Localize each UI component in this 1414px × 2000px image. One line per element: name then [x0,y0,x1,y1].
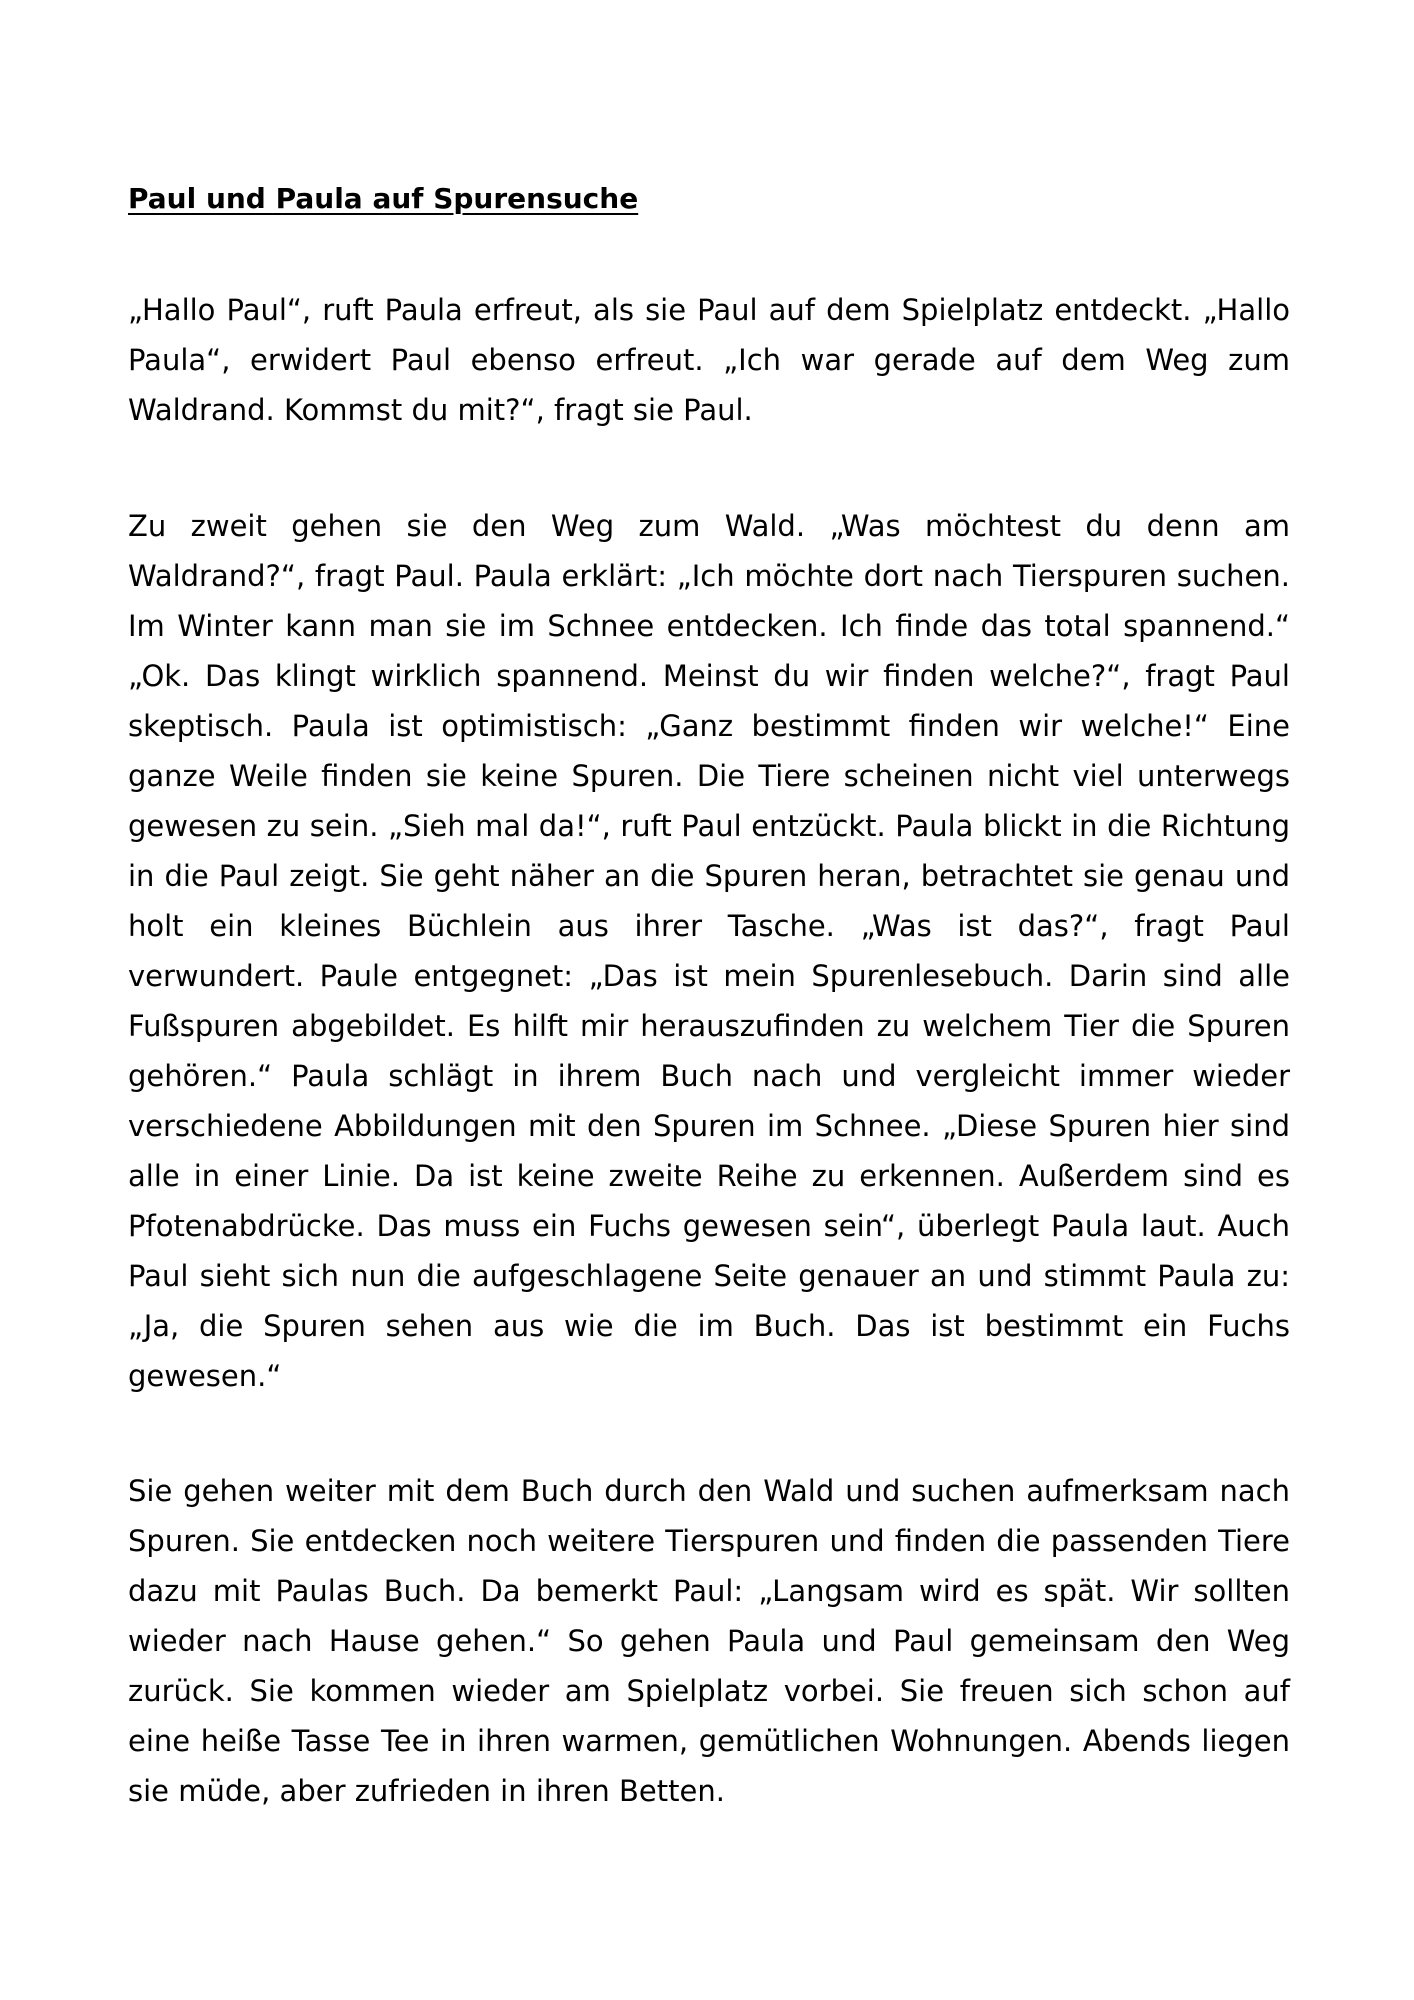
document-page [128,175,1290,1816]
paragraph-track-search: Zu zweit gehen sie den Weg zum Wald. „Was möchtest du denn am Waldrand?“, fragt Paul. Paula erklärt: „Ich möchte dort nach Tierspuren suchen. Im Winter kann man sie im Schnee entdecken. Ich finde das total spannend.“ „Ok. Das klingt wirklich spannend. Meinst du wir finden welche?“, fragt Paul skeptisch. Paula ist optimistisch: „Ganz bestimmt finden wir welche!“ Eine ganze Weile finden sie keine Spuren. Die Tiere scheinen nicht viel unterwegs gewesen zu sein. „Sieh mal da!“, ruft Paul entzückt. Paula blickt in die Richtung in die Paul zeigt. Sie geht näher an die Spuren heran, betrachtet sie genau und holt ein kleines Büchlein aus ihrer Tasche. „Was ist das?“, fragt Paul verwundert. Paule entgegnet: „Das ist mein Spurenlesebuch. Darin sind alle Fußspuren abgebildet. Es hilft mir herauszufinden zu welchem Tier die Spuren gehören.“ Paula schlägt in ihrem Buch nach und vergleicht immer wieder verschiedene Abbildungen mit den Spuren im Schnee. „Diese Spuren hier sind alle in einer Linie. Da ist keine zweite Reihe zu erkennen. Außerdem sind es Pfotenabdrücke. Das muss ein Fuchs gewesen sein“, überlegt Paula laut. Auch Paul sieht sich nun die aufgeschlagene Seite genauer an und stimmt Paula zu: „Ja, die Spuren sehen aus wie die im Buch. Das ist bestimmt ein Fuchs gewesen.“ [128,509,1290,1393]
document-title: Paul und Paula auf Spurensuche [128,182,639,215]
paragraph-greeting: „Hallo Paul“, ruft Paula erfreut, als sie Paul auf dem Spielplatz entdeckt. „Hallo Paula“, erwidert Paul ebenso erfreut. „Ich war gerade auf dem Weg zum Waldrand. Kommst du mit?“, fragt sie Paul. [128,293,1290,427]
paragraph-way-home: Sie gehen weiter mit dem Buch durch den Wald und suchen aufmerksam nach Spuren. Sie entdecken noch weitere Tierspuren und finden die passenden Tiere dazu mit Paulas Buch. Da bemerkt Paul: „Langsam wird es spät. Wir sollten wieder nach Hause gehen.“ So gehen Paula und Paul gemeinsam den Weg zurück. Sie kommen wieder am Spielplatz vorbei. Sie freuen sich schon auf eine heiße Tasse Tee in ihren warmen, gemütlichen Wohnungen. Abends liegen sie müde, aber zufrieden in ihren Betten. [128,1474,1290,1808]
